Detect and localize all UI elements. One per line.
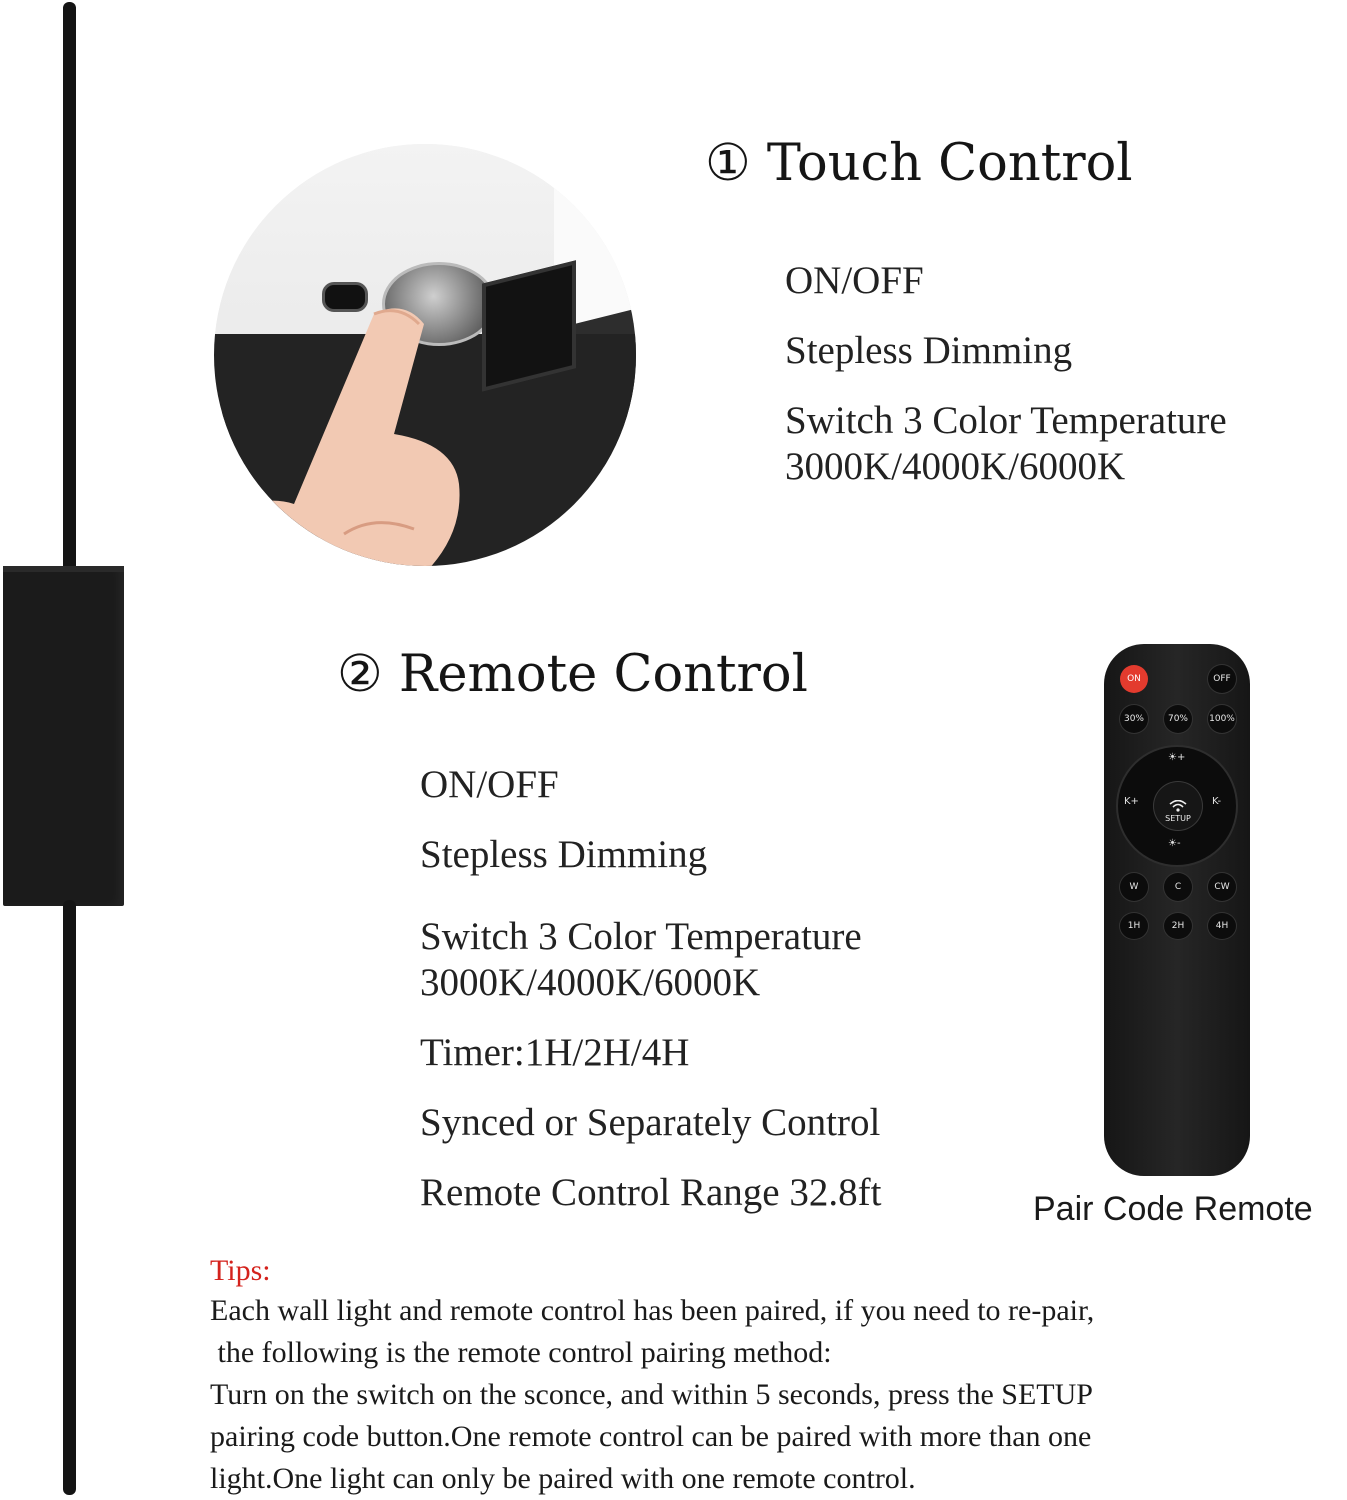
remote-feature-sync: Synced or Separately Control bbox=[420, 1101, 881, 1144]
touch-feature-kelvin: 3000K/4000K/6000K bbox=[785, 445, 1126, 488]
remote-caption: Pair Code Remote bbox=[1033, 1190, 1313, 1228]
remote-4h-button: 4H bbox=[1208, 913, 1236, 939]
lamp-rod-top bbox=[63, 2, 76, 572]
lamp-rod-bottom bbox=[63, 900, 76, 1495]
remote-c-button: C bbox=[1164, 873, 1192, 901]
tips-title: Tips: bbox=[210, 1254, 271, 1287]
touch-feature-onoff: ON/OFF bbox=[785, 259, 924, 302]
remote-100-button: 100% bbox=[1208, 705, 1236, 733]
wifi-icon bbox=[1169, 800, 1187, 812]
remote-2h-button: 2H bbox=[1164, 913, 1192, 939]
lamp-body bbox=[3, 566, 124, 906]
brightness-down-icon: ☀- bbox=[1168, 838, 1181, 849]
remote-feature-timer: Timer:1H/2H/4H bbox=[420, 1031, 690, 1074]
tips-line-3: Turn on the switch on the sconce, and within 5 seconds, press the SETUP bbox=[210, 1378, 1093, 1411]
remote-70-button: 70% bbox=[1164, 705, 1192, 733]
touch-feature-dimming: Stepless Dimming bbox=[785, 329, 1073, 372]
setup-label: SETUP bbox=[1165, 814, 1191, 823]
tips-line-1: Each wall light and remote control has been paired, if you need to re-pair, bbox=[210, 1294, 1095, 1327]
remote-setup-button bbox=[1154, 782, 1202, 830]
touch-feature-color-temp: Switch 3 Color Temperature bbox=[785, 399, 1227, 442]
lamp-body-edge bbox=[3, 566, 124, 572]
remote-feature-range: Remote Control Range 32.8ft bbox=[420, 1171, 882, 1214]
remote-off-button: OFF bbox=[1208, 665, 1236, 693]
remote-feature-kelvin: 3000K/4000K/6000K bbox=[420, 961, 761, 1004]
remote-on-button: ON bbox=[1120, 665, 1148, 693]
kelvin-minus-icon: K- bbox=[1212, 796, 1222, 807]
remote-feature-onoff: ON/OFF bbox=[420, 763, 559, 806]
remote-1h-button: 1H bbox=[1120, 913, 1148, 939]
finger-icon bbox=[224, 294, 474, 566]
touch-control-title: ① Touch Control bbox=[705, 134, 1133, 193]
touch-control-photo bbox=[214, 144, 636, 566]
tips-line-5: light.One light can only be paired with one remote control. bbox=[210, 1462, 916, 1495]
remote-30-button: 30% bbox=[1120, 705, 1148, 733]
tips-line-2: the following is the remote control pairing method: bbox=[210, 1336, 832, 1369]
remote-feature-dimming: Stepless Dimming bbox=[420, 833, 708, 876]
kelvin-plus-icon: K+ bbox=[1124, 796, 1139, 807]
remote-w-button: W bbox=[1120, 873, 1148, 901]
remote-cw-button: CW bbox=[1208, 873, 1236, 901]
remote-control-title: ② Remote Control bbox=[337, 645, 808, 704]
tips-line-4: pairing code button.One remote control can be paired with more than one bbox=[210, 1420, 1092, 1453]
brightness-up-icon: ☀+ bbox=[1168, 752, 1186, 763]
remote-feature-color-temp: Switch 3 Color Temperature bbox=[420, 915, 862, 958]
